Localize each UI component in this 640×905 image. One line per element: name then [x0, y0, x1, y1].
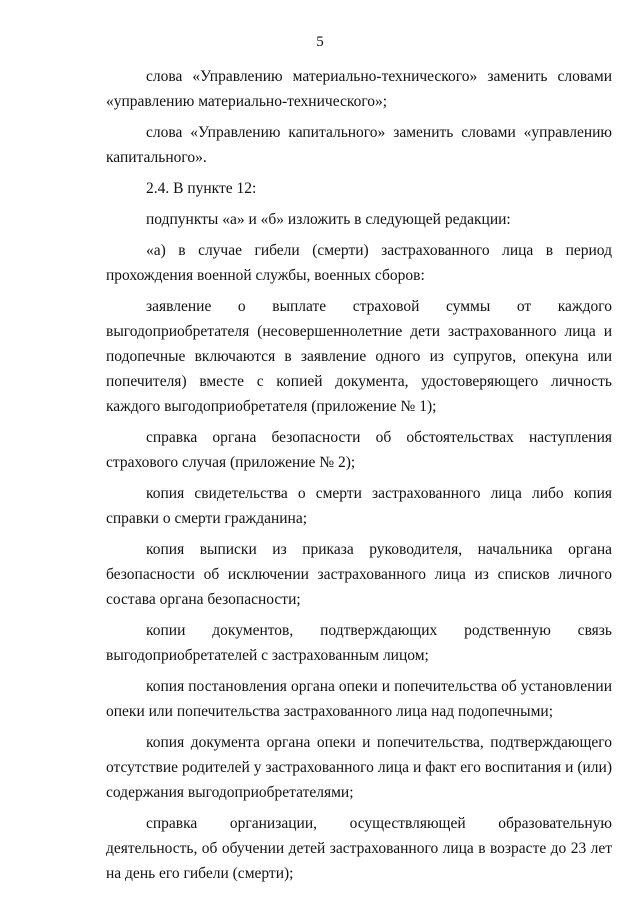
paragraph: копия постановления органа опеки и попечительства об установлении опеки или попечительства застрахованного лица над подопечными;: [106, 678, 612, 720]
paragraph: 2.4. В пункте 12:: [146, 180, 257, 197]
paragraph: копия документа органа опеки и попечительства, подтверждающего отсутствие родителей у застрахованного лица и факт его воспитания и (или) содержания выгодоприобретателями;: [106, 734, 612, 801]
paragraph: копии документов, подтверждающих родственную связь выгодоприобретателей с застрахованным лицом;: [106, 622, 612, 664]
paragraph: подпункты «а» и «б» изложить в следующей редакции:: [146, 211, 511, 228]
paragraph: копия выписки из приказа руководителя, начальника органа безопасности об исключении застрахованного лица из списков личного состава органа безопасности;: [106, 541, 612, 608]
paragraph: справка организации, осуществляющей образовательную деятельность, об обучении детей застрахованного лица в возрасте до 23 лет на день его гибели (смерти);: [106, 815, 612, 882]
paragraph: слова «Управлению капитального» заменить словами «управлению капитального».: [106, 124, 612, 166]
paragraph: справка органа безопасности об обстоятельствах наступления страхового случая (приложение № 2);: [106, 429, 612, 471]
paragraph: «а) в случае гибели (смерти) застрахованного лица в период прохождения военной службы, военных сборов:: [106, 242, 612, 284]
paragraph: заявление о выплате страховой суммы от каждого выгодоприобретателя (несовершеннолетние дети застрахованного лица и подопечные включаются в заявление одного из супругов, опекуна или попечителя) вместе с копией документа, удостоверяющего личность каждого выгодоприобретателя (приложение № 1);: [106, 298, 612, 415]
document-body: [106, 64, 612, 892]
page-number: 5: [316, 34, 324, 50]
paragraph: копия свидетельства о смерти застрахованного лица либо копия справки о смерти гражданина;: [106, 485, 612, 527]
paragraph: слова «Управлению материально-технического» заменить словами «управлению материально-технического»;: [106, 68, 612, 110]
